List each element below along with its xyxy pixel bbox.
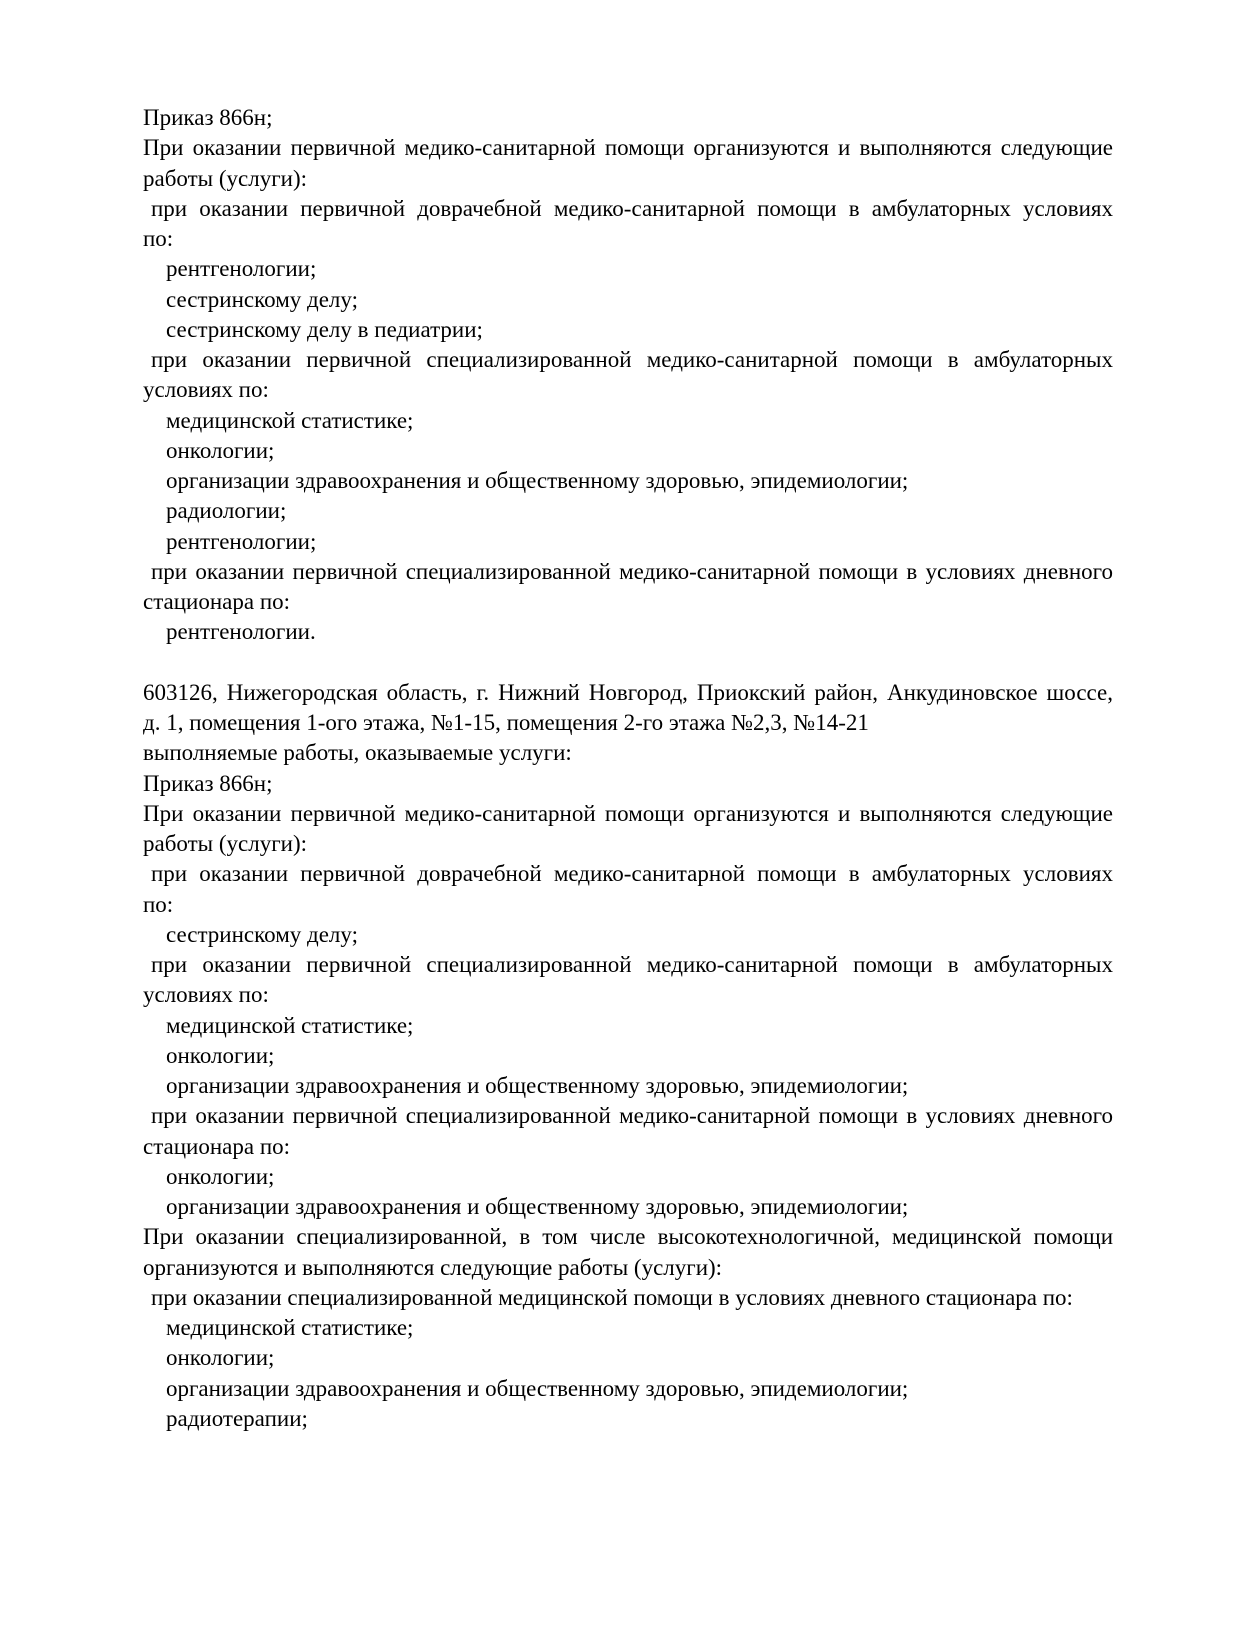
text-line: при оказании специализированной медицинской помощи в условиях дневного стационара по: (151, 1284, 1073, 1310)
text-line: сестринскому делу; (166, 921, 358, 947)
text-line: условиях по: (143, 982, 269, 1008)
text-line: рентгенологии; (166, 256, 317, 282)
text-line: При оказании специализированной, в том числе высокотехнологичной, медицинской помощи (143, 1224, 1113, 1250)
text-line: сестринскому делу; (166, 286, 358, 312)
text-line: При оказании первичной медико-санитарной помощи организуются и выполняются следующие (143, 135, 1113, 161)
text-line: по: (143, 226, 174, 251)
document-body (143, 103, 1113, 1434)
text-line: онкологии; (166, 1042, 275, 1068)
text-line: при оказании первичной специализированной медико-санитарной помощи в амбулаторных (151, 347, 1113, 372)
text-line: медицинской статистике; (166, 1315, 414, 1340)
text-line: по: (143, 891, 174, 917)
text-line: рентгенологии; (166, 528, 317, 554)
text-line: организации здравоохранения и общественному здоровью, эпидемиологии; (166, 1375, 909, 1401)
text-line: радиотерапии; (166, 1405, 308, 1431)
text-line: условиях по: (143, 377, 269, 403)
text-line: при оказании первичной доврачебной медико-санитарной помощи в амбулаторных условиях (151, 195, 1113, 221)
text-line: медицинской статистике; (166, 407, 414, 433)
text-line: онкологии; (166, 1345, 275, 1371)
text-line: при оказании первичной специализированной медико-санитарной помощи в амбулаторных (151, 952, 1113, 977)
text-line: онкологии; (166, 1163, 275, 1189)
text-line: при оказании первичной специализированной медико-санитарной помощи в условиях дневного (151, 558, 1113, 584)
text-line: д. 1, помещения 1-ого этажа, №1-15, помещения 2-го этажа №2,3, №14-21 (143, 710, 869, 735)
text-line: рентгенологии. (166, 619, 316, 645)
text-line: организации здравоохранения и общественному здоровью, эпидемиологии; (166, 1194, 909, 1219)
text-line: выполняемые работы, оказываемые услуги: (143, 740, 572, 766)
text-line: медицинской статистике; (166, 1012, 414, 1038)
text-line: при оказании первичной доврачебной медико-санитарной помощи в амбулаторных условиях (151, 861, 1113, 887)
text-line: организуются и выполняются следующие работы (услуги): (143, 1254, 723, 1280)
text-line: организации здравоохранения и общественному здоровью, эпидемиологии; (166, 1073, 909, 1098)
text-line: работы (услуги): (143, 831, 307, 856)
text-line: радиологии; (166, 498, 287, 524)
text-line: Приказ 866н; (143, 770, 273, 796)
text-line: При оказании первичной медико-санитарной помощи организуются и выполняются следующие (143, 800, 1113, 826)
text-line: 603126, Нижегородская область, г. Нижний Новгород, Приокский район, Анкудиновское шоссе, (143, 679, 1113, 705)
text-line: работы (услуги): (143, 165, 307, 191)
text-line: сестринскому делу в педиатрии; (166, 316, 483, 342)
text-line: организации здравоохранения и общественному здоровью, эпидемиологии; (166, 468, 909, 493)
text-line (143, 648, 1113, 678)
text-line: стационара по: (143, 589, 291, 614)
text-line: онкологии; (166, 437, 275, 463)
text-line: стационара по: (143, 1133, 291, 1159)
text-line: Приказ 866н; (143, 105, 273, 130)
text-line: при оказании первичной специализированной медико-санитарной помощи в условиях дневного (151, 1103, 1113, 1129)
